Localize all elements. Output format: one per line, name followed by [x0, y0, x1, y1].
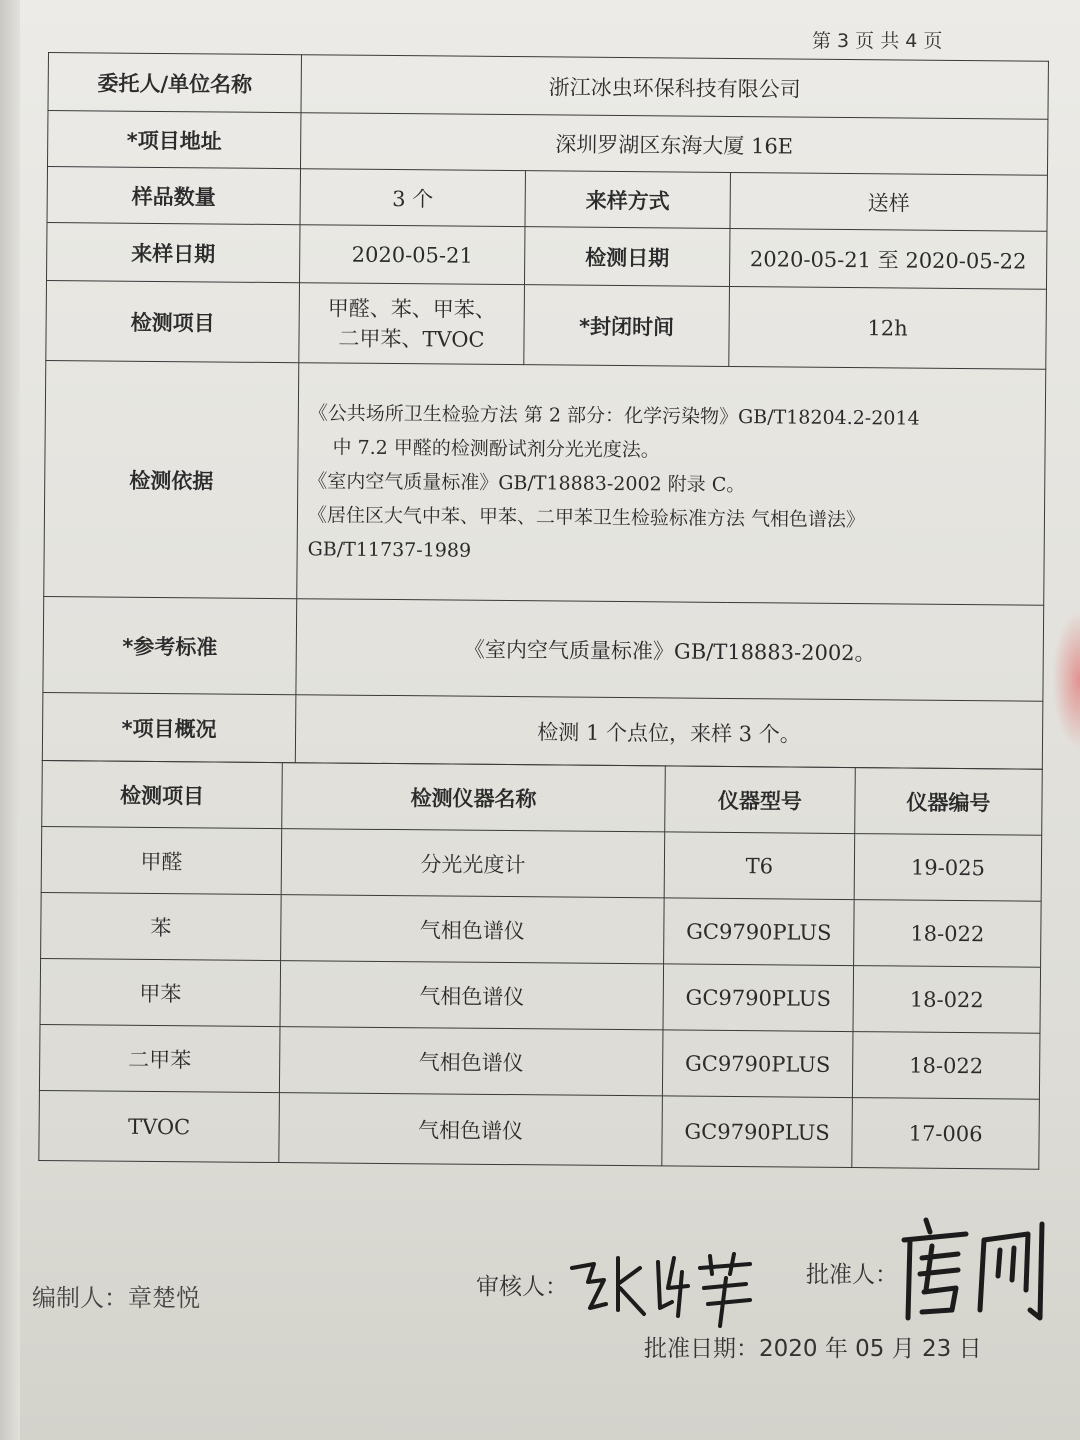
overview-value: 检测 1 个点位，来样 3 个。 [295, 695, 1043, 770]
test-items-value [299, 283, 525, 365]
row-reference [43, 596, 1044, 701]
approve-date: 批准日期：2020 年 05 月 23 日 [644, 1336, 982, 1362]
reviewer-label: 审核人： [476, 1274, 568, 1300]
cell-instrument-number: 19-025 [854, 834, 1042, 902]
cell-instrument-model: GC9790PLUS [664, 898, 855, 966]
test-items-label: 检测项目 [46, 280, 300, 362]
reference-label: *参考标准 [43, 596, 297, 694]
test-date-value: 2020-05-21 至 2020-05-22 [729, 228, 1047, 289]
cell-test-item: 甲醛 [41, 826, 282, 894]
header-test-item: 检测项目 [42, 760, 283, 828]
address-label: *项目地址 [48, 111, 301, 169]
test-items-line: 二甲苯、TVOC [338, 326, 485, 352]
table-row [39, 1024, 1040, 1099]
cell-instrument-number: 18-022 [853, 966, 1041, 1034]
cell-instrument-model: GC9790PLUS [662, 1030, 853, 1098]
closed-time-value: 12h [729, 286, 1047, 369]
page-number: 第 3 页 共 4 页 [812, 30, 943, 52]
header-instrument-number: 仪器编号 [855, 768, 1043, 836]
cell-instrument-name: 分光光度计 [281, 829, 665, 898]
basis-line: 《居住区大气中苯、甲苯、二甲苯卫生检验标准方法 气相色谱法》 [307, 503, 866, 531]
sheet-edge [0, 0, 20, 1440]
overview-label: *项目概况 [42, 692, 296, 762]
row-basis [44, 360, 1046, 605]
basis-line: 《公共场所卫生检验方法 第 2 部分：化学污染物》GB/T18204.2-2014 [308, 401, 920, 430]
info-table [42, 52, 1049, 770]
signature-area [0, 1230, 1080, 1440]
client-value: 浙江冰虫环保科技有限公司 [301, 55, 1048, 120]
cell-instrument-number: 17-006 [852, 1098, 1040, 1170]
basis-label: 检测依据 [44, 360, 299, 598]
reference-value: 《室内空气质量标准》GB/T18883-2002。 [296, 599, 1044, 702]
table-row [41, 892, 1042, 967]
cell-test-item: TVOC [39, 1090, 280, 1162]
row-sample-count [47, 167, 1047, 232]
row-test-items [46, 280, 1047, 369]
cell-instrument-model: T6 [664, 832, 855, 900]
cell-instrument-model: GC9790PLUS [663, 964, 854, 1032]
test-date-label: 检测日期 [524, 227, 729, 287]
report-document [38, 52, 1048, 1170]
sample-count-value: 3 个 [300, 169, 525, 227]
table-row [39, 1090, 1040, 1169]
approver-label: 批准人： [806, 1262, 898, 1288]
row-overview [42, 692, 1043, 769]
table-row [41, 826, 1042, 901]
cell-instrument-number: 18-022 [852, 1032, 1040, 1100]
client-label: 委托人/单位名称 [48, 53, 301, 113]
sample-date-value: 2020-05-21 [299, 225, 524, 285]
sample-date-label: 来样日期 [47, 222, 300, 282]
cell-instrument-name: 气相色谱仪 [281, 895, 665, 964]
basis-line: 中 7.2 甲醛的检测酚试剂分光光度法。 [332, 435, 660, 461]
header-instrument-model: 仪器型号 [665, 766, 856, 834]
row-dates [47, 222, 1047, 289]
cell-instrument-name: 气相色谱仪 [280, 961, 664, 1030]
cell-instrument-model: GC9790PLUS [662, 1096, 853, 1168]
header-instrument-name: 检测仪器名称 [282, 763, 666, 832]
closed-time-label: *封闭时间 [524, 285, 730, 367]
cell-instrument-number: 18-022 [854, 900, 1042, 968]
row-address [48, 111, 1048, 176]
sample-method-value: 送样 [730, 172, 1047, 231]
basis-line: 《室内空气质量标准》GB/T18883-2002 附录 C。 [308, 469, 746, 496]
address-value: 深圳罗湖区东海大厦 16E [300, 113, 1047, 176]
test-items-line: 甲醛、苯、甲苯、 [327, 295, 496, 322]
cell-instrument-name: 气相色谱仪 [279, 1027, 663, 1096]
reviewer-signature [560, 1238, 760, 1328]
instrument-table [38, 760, 1042, 1170]
cell-test-item: 甲苯 [40, 958, 281, 1026]
table-row [40, 958, 1041, 1033]
row-client [48, 53, 1048, 120]
cell-test-item: 苯 [41, 892, 282, 960]
compiler-line: 编制人：章楚悦 [32, 1284, 200, 1312]
approver-signature [896, 1214, 1056, 1324]
cell-test-item: 二甲苯 [39, 1024, 280, 1092]
red-stamp-edge [1052, 610, 1080, 750]
instrument-header-row [42, 760, 1043, 835]
sample-count-label: 样品数量 [47, 167, 300, 225]
sample-method-label: 来样方式 [525, 171, 730, 229]
basis-line: GB/T11737-1989 [307, 537, 472, 562]
basis-value [297, 363, 1046, 606]
cell-instrument-name: 气相色谱仪 [279, 1093, 663, 1166]
